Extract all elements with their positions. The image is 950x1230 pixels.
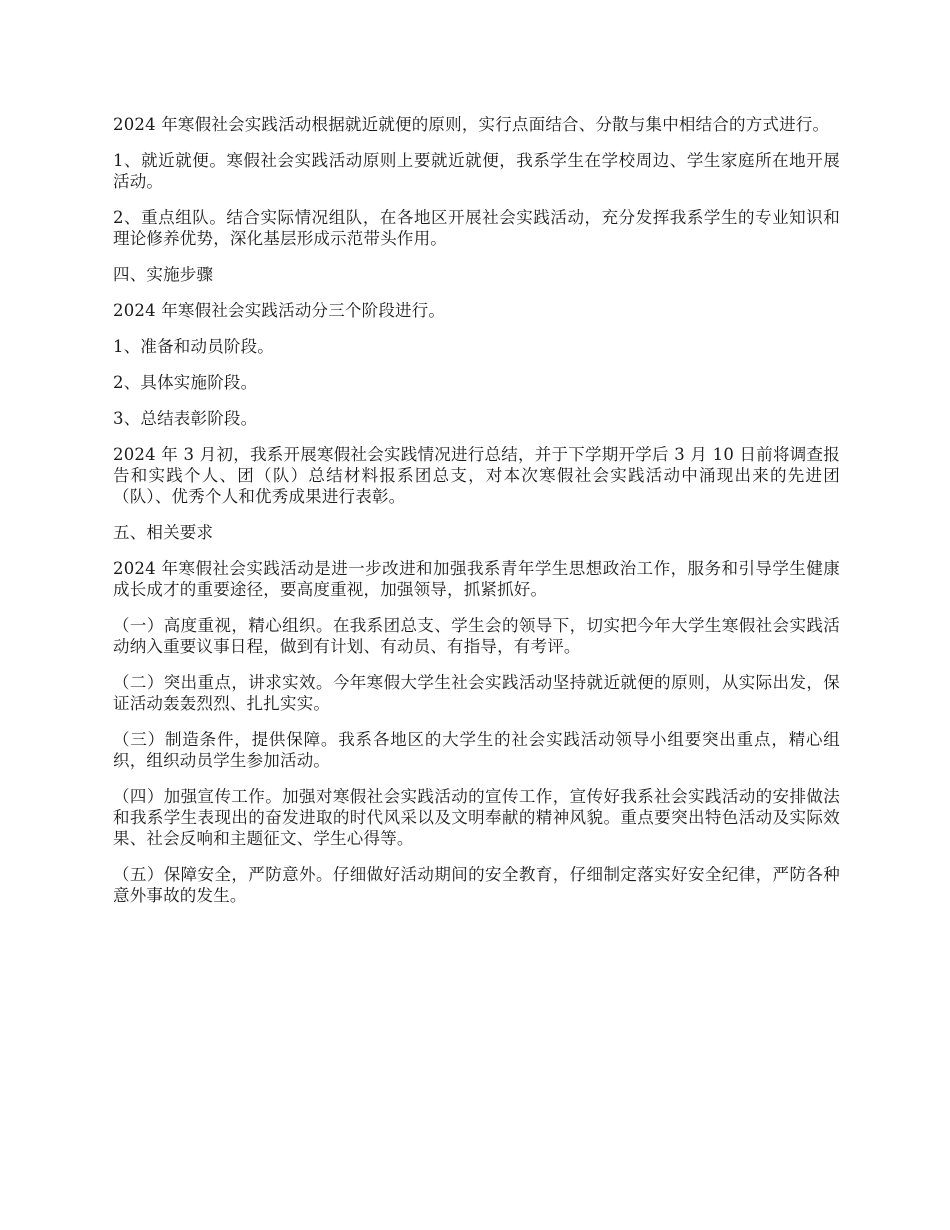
paragraph-item-1: 1、就近就便。寒假社会实践活动原则上要就近就便，我系学生在学校周边、学生家庭所在地开展活动。: [113, 151, 840, 191]
section-heading-4: 四、实施步骤: [113, 265, 214, 284]
document-body: [113, 114, 840, 921]
paragraph-stage-3: 3、总结表彰阶段。: [113, 409, 258, 428]
paragraph-requirement-5: （五）保障安全，严防意外。仔细做好活动期间的安全教育，仔细制定落实好安全纪律，严防各种意外事故的发生。: [113, 865, 840, 905]
paragraph-requirement-2: （二）突出重点，讲求实效。今年寒假大学生社会实践活动坚持就近就便的原则，从实际出发，保证活动轰轰烈烈、扎扎实实。: [113, 673, 840, 713]
paragraph-stage-2: 2、具体实施阶段。: [113, 373, 258, 392]
paragraph-requirements-intro: 2024 年寒假社会实践活动是进一步改进和加强我系青年学生思想政治工作，服务和引导学生健康成长成才的重要途径，要高度重视，加强领导，抓紧抓好。: [113, 559, 840, 599]
paragraph-summary: 2024 年 3 月初，我系开展寒假社会实践情况进行总结，并于下学期开学后 3 月 10 日前将调查报告和实践个人、团（队）总结材料报系团总支，对本次寒假社会实践活动中涌现出来的先进团（队）、优秀个人和优秀成果进行表彰。: [113, 445, 840, 506]
paragraph-requirement-4: （四）加强宣传工作。加强对寒假社会实践活动的宣传工作，宣传好我系社会实践活动的安排做法和我系学生表现出的奋发进取的时代风采以及文明奉献的精神风貌。重点要突出特色活动及实际效果、社会反响和主题征文、学生心得等。: [113, 787, 840, 848]
paragraph-requirement-3: （三）制造条件，提供保障。我系各地区的大学生的社会实践活动领导小组要突出重点，精心组织，组织动员学生参加活动。: [113, 730, 840, 770]
paragraph-item-2: 2、重点组队。结合实际情况组队，在各地区开展社会实践活动，充分发挥我系学生的专业知识和理论修养优势，深化基层形成示范带头作用。: [113, 208, 840, 248]
section-heading-5: 五、相关要求: [113, 523, 214, 542]
paragraph-intro: 2024 年寒假社会实践活动根据就近就便的原则，实行点面结合、分散与集中相结合的方式进行。: [113, 115, 830, 134]
paragraph-stage-1: 1、准备和动员阶段。: [113, 337, 274, 356]
paragraph-requirement-1: （一）高度重视，精心组织。在我系团总支、学生会的领导下，切实把今年大学生寒假社会实践活动纳入重要议事日程，做到有计划、有动员、有指导，有考评。: [113, 616, 840, 656]
paragraph-stages-intro: 2024 年寒假社会实践活动分三个阶段进行。: [113, 301, 446, 320]
